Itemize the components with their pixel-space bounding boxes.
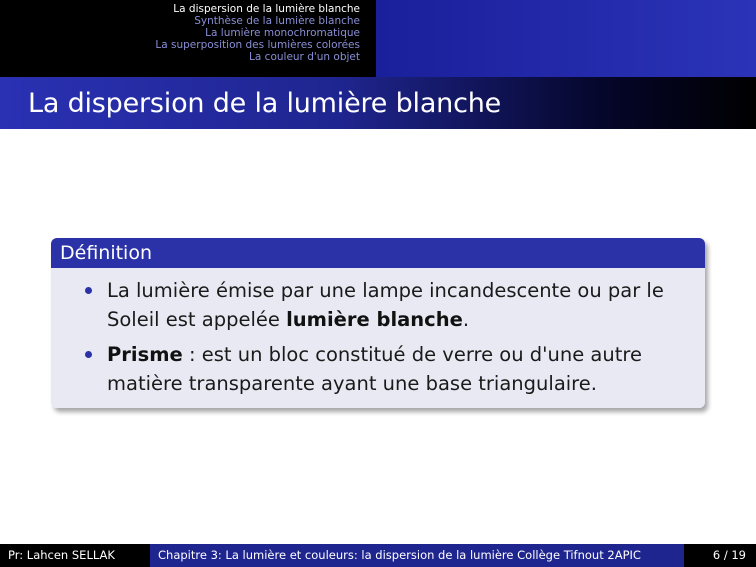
nav-section-synthese[interactable]: Synthèse de la lumière blanche xyxy=(194,15,360,27)
item-bold-term: lumière blanche xyxy=(286,308,463,331)
frame-title-bar xyxy=(0,77,756,129)
list-item xyxy=(85,340,685,398)
nav-section-superposition[interactable]: La superposition des lumières colorées xyxy=(155,39,360,51)
nav-section-monochromatique[interactable]: La lumière monochromatique xyxy=(205,27,360,39)
item-text: La lumière émise par une lampe incandescente ou par le Soleil est appelée xyxy=(107,279,664,331)
item-bold-term: Prisme xyxy=(107,343,183,366)
footer xyxy=(0,544,756,567)
list-item xyxy=(85,276,685,334)
item-text: : est un bloc constitué de verre ou d'une autre matière transparente ayant une base triangulaire. xyxy=(107,343,642,395)
section-navigation xyxy=(0,0,756,77)
footer-title: Chapitre 3: La lumière et couleurs: la dispersion de la lumière Collège Tifnout 2APIC xyxy=(150,544,684,567)
nav-filler xyxy=(376,0,756,77)
nav-section-dispersion[interactable]: La dispersion de la lumière blanche xyxy=(173,3,360,15)
page-number: 6 / 19 xyxy=(684,544,756,567)
bullet-icon xyxy=(85,287,92,294)
block-body xyxy=(51,268,705,408)
footer-author: Pr: Lahcen SELLAK xyxy=(0,544,150,567)
bullet-icon xyxy=(85,351,92,358)
section-list xyxy=(0,0,376,77)
definition-block xyxy=(51,238,705,408)
frame-title: La dispersion de la lumière blanche xyxy=(28,87,502,119)
nav-section-couleur-objet[interactable]: La couleur d'un objet xyxy=(249,51,360,63)
item-text-end: . xyxy=(462,308,470,331)
block-title: Définition xyxy=(51,238,705,268)
